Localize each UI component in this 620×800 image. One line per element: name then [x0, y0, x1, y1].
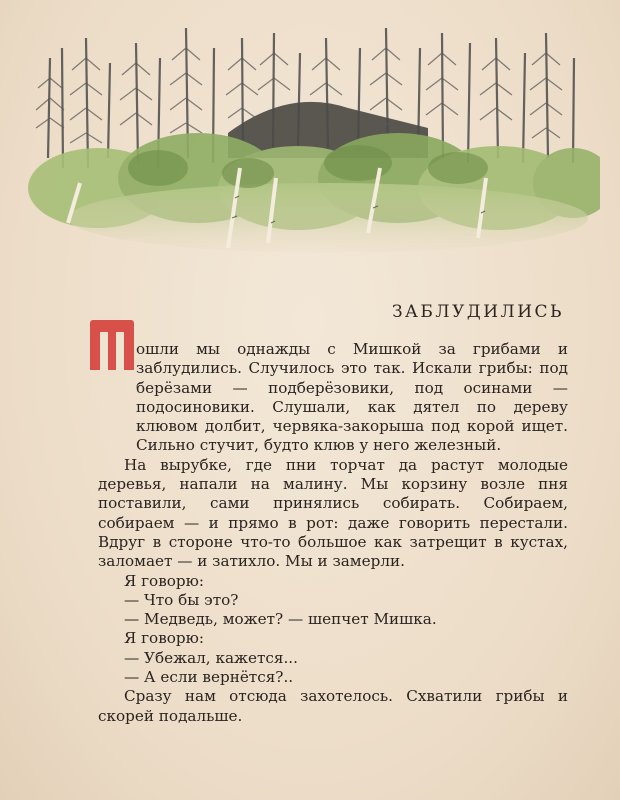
paragraph-7: — Убежал, кажется... [124, 648, 298, 667]
paragraph-4: — Что бы это? [124, 590, 239, 609]
paragraph-6: Я говорю: [124, 629, 204, 648]
paragraph-9: Сразу нам отсюда захотелось. Схватили грибы и скорей подальше. [98, 687, 568, 725]
paragraph-2: На вырубке, где пни торчат да растут молодые деревья, напали на малину. Мы корзину возле пня поставили, сами принялись собирать. Собираем, собираем — и прямо в рот: даже говорить перестали. Вдруг в стороне что-то большое как затрещит в кустах, заломает — и затихло. Мы и замерли. [98, 455, 568, 571]
paragraph-3: Я говорю: [124, 571, 204, 590]
forest-illustration [28, 18, 600, 258]
paragraph-5: — Медведь, может? — шепчет Мишка. [124, 610, 437, 629]
story-text [98, 340, 568, 726]
paragraph-1: ошли мы однажды с Мишкой за грибами и заблудились. Случилось это так. Искали грибы: под берёзами — подберёзовики, под осинами — подосиновики. Слушали, как дятел по дереву клювом долбит, червяка-закорыша под корой ищет. Сильно стучит, будто клюв у него железный. [136, 340, 568, 455]
story-title: ЗАБЛУДИЛИСЬ [391, 302, 564, 322]
paragraph-8: — А если вернётся?.. [124, 668, 294, 687]
